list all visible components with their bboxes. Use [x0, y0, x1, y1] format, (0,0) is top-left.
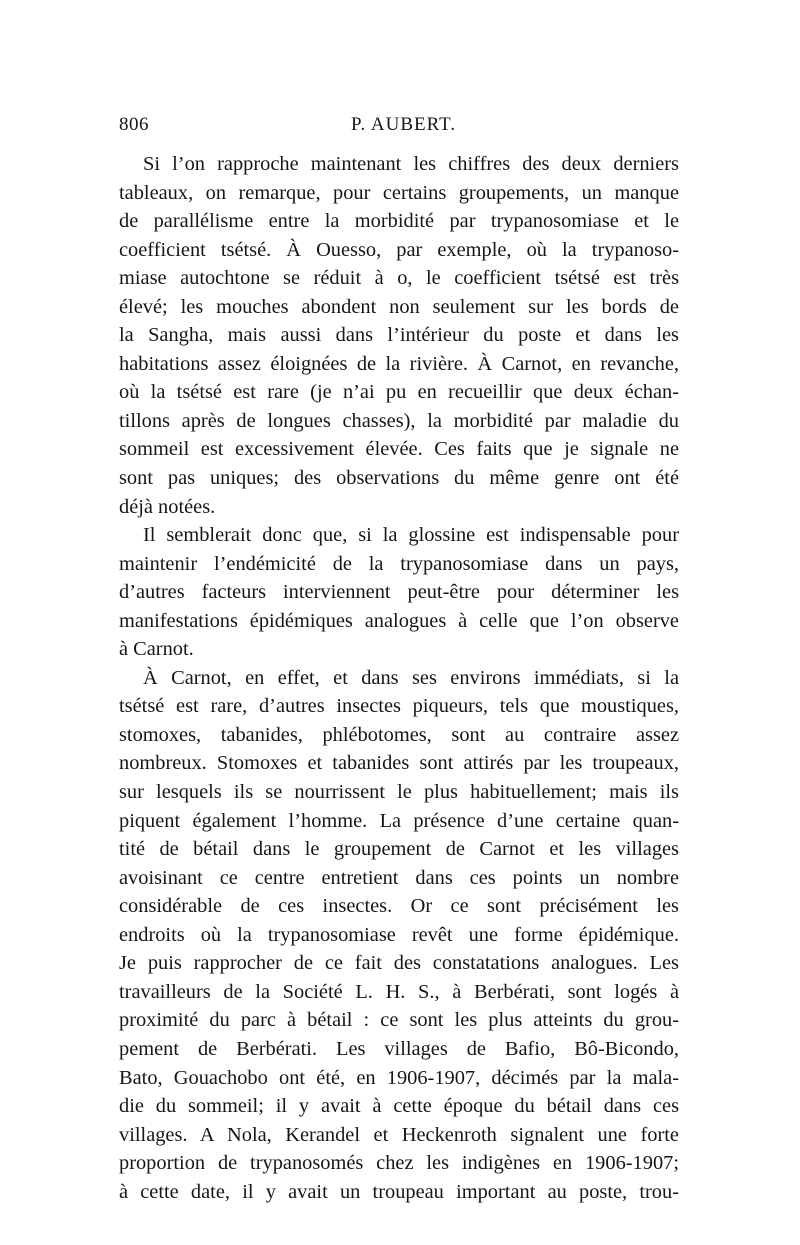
- text-line: tité de bétail dans le groupement de Carnot et les villages: [119, 838, 679, 861]
- text-line: sur lesquels ils se nourrissent le plus habituellement; mais ils: [119, 781, 679, 804]
- text-line: déjà notées.: [119, 495, 216, 518]
- running-head: P. AUBERT.: [351, 114, 457, 135]
- text-line: à Carnot.: [119, 638, 194, 661]
- text-line: stomoxes, tabanides, phlébotomes, sont au contraire assez: [119, 723, 679, 746]
- page-number: 806: [119, 114, 149, 135]
- text-line: sommeil est excessivement élevée. Ces faits que je signale ne: [119, 438, 679, 461]
- text-line: sont pas uniques; des observations du même genre ont été: [119, 467, 679, 490]
- text-line: tillons après de longues chasses), la morbidité par maladie du: [119, 409, 679, 432]
- text-line: considérable de ces insectes. Or ce sont précisément les: [119, 895, 679, 918]
- text-line: habitations assez éloignées de la rivière. À Carnot, en revanche,: [119, 352, 679, 375]
- text-line: Bato, Gouachobo ont été, en 1906-1907, décimés par la mala-: [119, 1066, 679, 1089]
- text-line: endroits où la trypanosomiase revêt une forme épidémique.: [119, 923, 679, 946]
- text-line: où la tsétsé est rare (je n’ai pu en recueillir que deux échan-: [119, 381, 679, 404]
- text-line: nombreux. Stomoxes et tabanides sont attirés par les troupeaux,: [119, 752, 679, 775]
- text-line: piquent également l’homme. La présence d’une certaine quan-: [119, 809, 679, 832]
- text-line: die du sommeil; il y avait à cette époque du bétail dans ces: [119, 1095, 679, 1118]
- text-line: tableaux, on remarque, pour certains groupements, un manque: [119, 181, 679, 204]
- body-text: [119, 150, 679, 1206]
- text-line: maintenir l’endémicité de la trypanosomiase dans un pays,: [119, 552, 679, 575]
- text-line: élevé; les mouches abondent non seulement sur les bords de: [119, 295, 679, 318]
- page-header: [119, 114, 679, 138]
- text-line: Si l’on rapproche maintenant les chiffres des deux derniers: [143, 153, 679, 175]
- text-line: manifestations épidémiques analogues à celle que l’on observe: [119, 609, 679, 632]
- text-line: de parallélisme entre la morbidité par trypanosomiase et le: [119, 210, 679, 233]
- text-line: villages. A Nola, Kerandel et Heckenroth signalent une forte: [119, 1123, 679, 1146]
- text-line: avoisinant ce centre entretient dans ces points un nombre: [119, 866, 679, 889]
- text-line: Il semblerait donc que, si la glossine est indispensable pour: [143, 524, 679, 547]
- text-line: travailleurs de la Société L. H. S., à Berbérati, sont logés à: [119, 980, 679, 1003]
- text-line: proximité du parc à bétail : ce sont les plus atteints du grou-: [119, 1009, 679, 1032]
- text-line: Je puis rapprocher de ce fait des constatations analogues. Les: [119, 952, 679, 975]
- text-line: pement de Berbérati. Les villages de Bafio, Bô-Bicondo,: [119, 1037, 679, 1060]
- text-line: tsétsé est rare, d’autres insectes piqueurs, tels que moustiques,: [119, 695, 679, 718]
- text-line: proportion de trypanosomés chez les indigènes en 1906-1907;: [119, 1152, 679, 1175]
- text-line: coefficient tsétsé. À Ouesso, par exemple, où la trypanoso-: [119, 238, 679, 261]
- text-line: la Sangha, mais aussi dans l’intérieur du poste et dans les: [119, 324, 679, 347]
- text-line: À Carnot, en effet, et dans ses environs immédiats, si la: [143, 666, 679, 689]
- text-line: miase autochtone se réduit à o, le coefficient tsétsé est très: [119, 267, 679, 290]
- text-line: d’autres facteurs interviennent peut-être pour déterminer les: [119, 581, 679, 604]
- text-line: à cette date, il y avait un troupeau important au poste, trou-: [119, 1180, 679, 1203]
